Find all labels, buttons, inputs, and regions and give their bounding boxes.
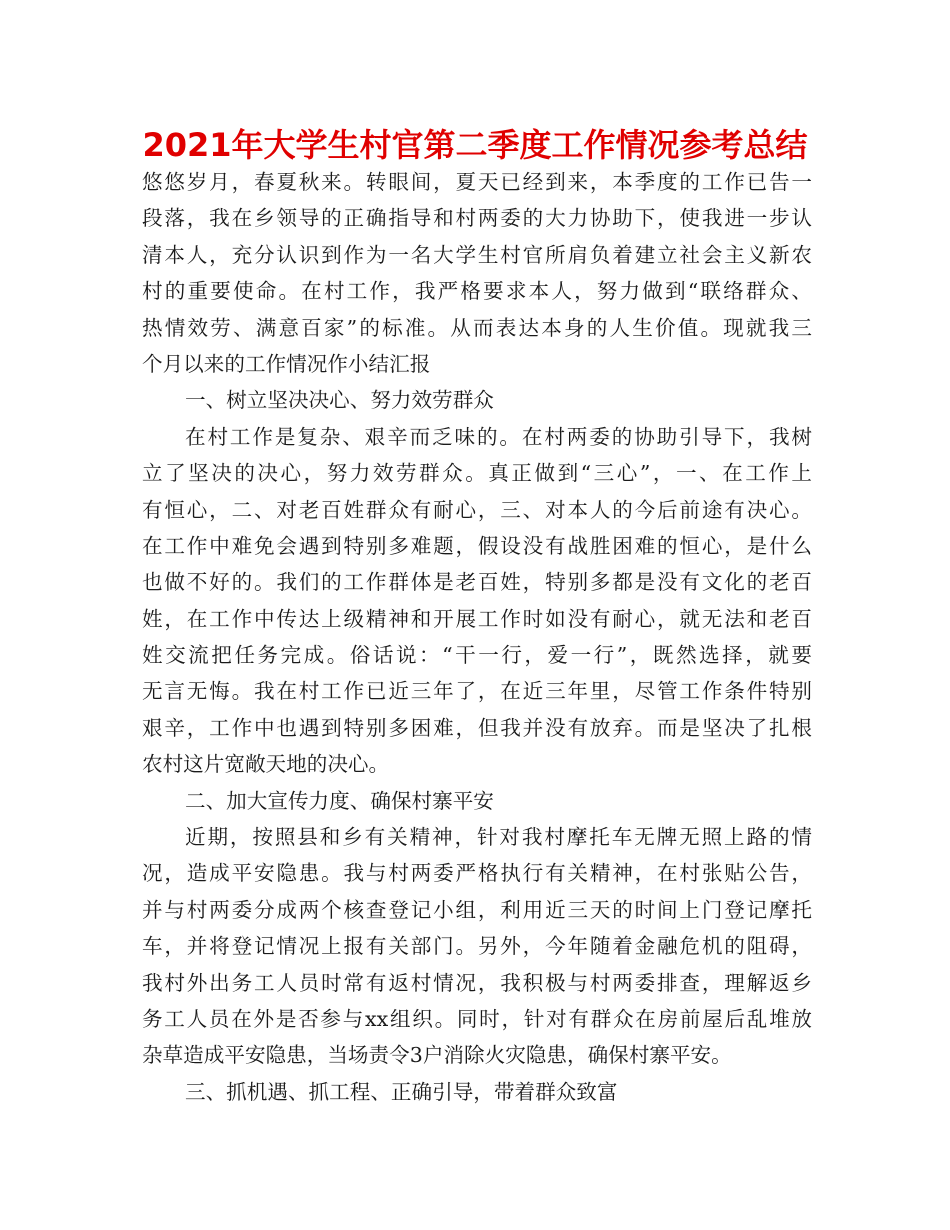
text-line: 艰辛，工作中也遇到特别多困难，但我并没有放弃。而是坚决了扎根 — [142, 715, 812, 740]
text-line: 姓，在工作中传达上级精神和开展工作时如没有耐心，就无法和老百 — [142, 606, 812, 631]
text-line: 立了坚决的决心，努力效劳群众。真正做到“三心”，一、在工作上 — [142, 461, 812, 486]
text-line: 段落，我在乡领导的正确指导和村两委的大力协助下，使我进一步认 — [142, 206, 812, 231]
text-line: 有恒心，二、对老百姓群众有耐心，三、对本人的今后前途有决心。 — [142, 497, 812, 522]
text-line: 杂草造成平安隐患，当场责令3户消除火灾隐患，确保村寨平安。 — [142, 1043, 732, 1068]
text-line: 在村工作是复杂、艰辛而乏味的。在村两委的协助引导下，我树 — [185, 424, 812, 449]
text-line: 近期，按照县和乡有关精神，针对我村摩托车无牌无照上路的情 — [185, 825, 812, 850]
text-line: 我村外出务工人员时常有返村情况，我积极与村两委排查，理解返乡 — [142, 970, 812, 995]
document-body — [142, 164, 812, 1110]
text-line: 况，造成平安隐患。我与村两委严格执行有关精神，在村张贴公告， — [142, 861, 812, 886]
text-line: 三、抓机遇、抓工程、正确引导，带着群众致富 — [185, 1079, 618, 1104]
text-line: 车，并将登记情况上报有关部门。另外，今年随着金融危机的阻碍， — [142, 934, 812, 959]
text-line: 悠悠岁月，春夏秋来。转眼间，夏天已经到来，本季度的工作已告一 — [142, 170, 812, 194]
text-line: 清本人，充分认识到作为一名大学生村官所肩负着建立社会主义新农 — [142, 242, 812, 267]
text-line: 在工作中难免会遇到特别多难题，假设没有战胜困难的恒心，是什么 — [142, 533, 812, 558]
text-line: 村的重要使命。在村工作，我严格要求本人，努力做到“联络群众、 — [142, 279, 812, 304]
text-line: 一、树立坚决决心、努力效劳群众 — [185, 388, 494, 413]
text-line: 热情效劳、满意百家”的标准。从而表达本身的人生价值。现就我三 — [142, 315, 812, 340]
text-line: 农村这片宽敞天地的决心。 — [142, 752, 390, 777]
text-line: 并与村两委分成两个核查登记小组，利用近三天的时间上门登记摩托 — [142, 897, 812, 922]
text-line: 无言无悔。我在村工作已近三年了，在近三年里，尽管工作条件特别 — [142, 679, 812, 704]
text-line: 务工人员在外是否参与xx组织。同时，针对有群众在房前屋后乱堆放 — [142, 1006, 812, 1031]
text-line: 二、加大宣传力度、确保村寨平安 — [185, 788, 494, 813]
document-title: 2021年大学生村官第二季度工作情况参考总结 — [142, 126, 808, 164]
text-line: 个月以来的工作情况作小结汇报 — [142, 351, 431, 376]
text-line: 姓交流把任务完成。俗话说：“干一行，爱一行”，既然选择，就要 — [142, 643, 812, 668]
text-line: 也做不好的。我们的工作群体是老百姓，特别多都是没有文化的老百 — [142, 570, 812, 595]
